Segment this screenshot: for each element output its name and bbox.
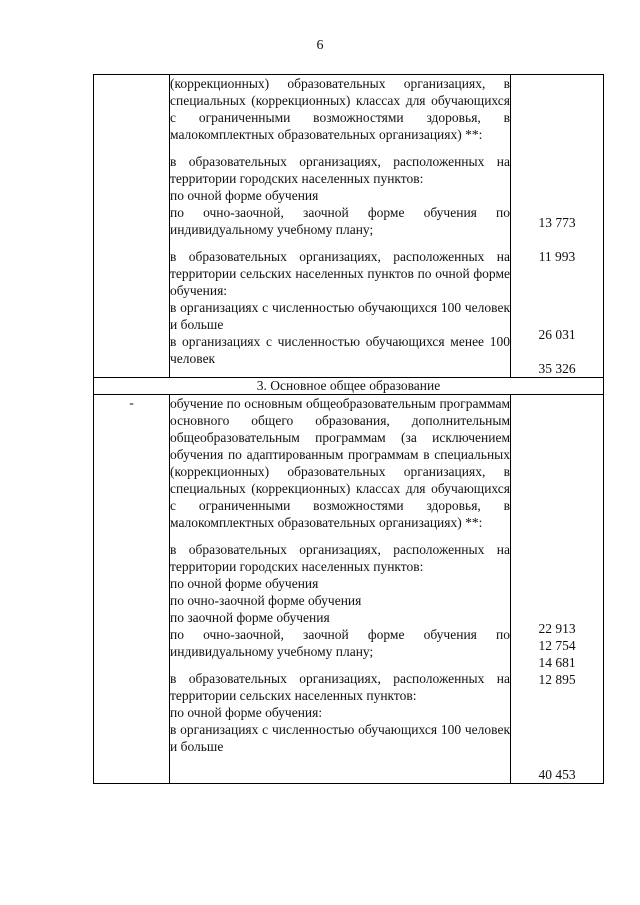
list-item-label: в организациях с численностью обучающихся 100 человек и больше	[170, 722, 510, 754]
list-item-label: по очной форме обучения	[170, 576, 319, 591]
amount-value: 13 773	[538, 215, 576, 230]
value-cell	[511, 395, 604, 784]
document-table	[93, 74, 604, 784]
description-cell	[170, 395, 511, 784]
amount-value: 22 913	[538, 621, 576, 636]
list-item-label: по очно-заочной, заочной форме обучения по индивидуальному учебному плану;	[170, 627, 510, 659]
rural-heading: в образовательных организациях, расположенных на территории сельских населенных пунктов:	[170, 671, 510, 703]
value-cell	[511, 75, 604, 378]
amount-value: 12 895	[538, 672, 576, 687]
program-description: (коррекционных) образовательных организациях, в специальных (коррекционных) классах для обучающихся с ограниченными возможностями здоровья, в малокомплектных образовательных организациях) **:	[170, 76, 510, 142]
section-heading-row	[94, 378, 604, 395]
list-item-label: в организациях с численностью обучающихся 100 человек и больше	[170, 300, 510, 332]
list-item-label: по очно-заочной форме обучения	[170, 593, 362, 608]
list-item-label: по очно-заочной, заочной форме обучения по индивидуальному учебному плану;	[170, 205, 510, 237]
table-row	[94, 395, 604, 784]
amount-value: 40 453	[538, 767, 576, 782]
amount-value: 12 754	[538, 638, 576, 653]
list-item-label: по очной форме обучения	[170, 188, 319, 203]
section-title: 3. Основное общее образование	[94, 378, 604, 395]
table-row	[94, 75, 604, 378]
list-item-label: по заочной форме обучения	[170, 610, 330, 625]
amount-value: 11 993	[538, 249, 576, 264]
amount-value: 35 326	[538, 361, 576, 376]
urban-heading: в образовательных организациях, расположенных на территории городских населенных пунктов:	[170, 154, 510, 186]
marker-cell	[94, 75, 170, 378]
list-item-label: в организациях с численностью обучающихся менее 100 человек	[170, 334, 510, 366]
rural-heading: в образовательных организациях, расположенных на территории сельских населенных пунктов по очной форме обучения:	[170, 249, 510, 298]
page-number: 6	[316, 38, 324, 53]
rural-subheading: по очной форме обучения:	[170, 705, 323, 720]
urban-heading: в образовательных организациях, расположенных на территории городских населенных пунктов:	[170, 542, 510, 574]
marker-cell: -	[94, 395, 170, 784]
description-cell	[170, 75, 511, 378]
program-description: обучение по основным общеобразовательным программам основного общего образования, дополнительным общеобразовательным программам (за исключением обучения по адаптированным программам в специальных (коррекционных) образовательных организациях, в специальных (коррекционных) классах для обучающихся с ограниченными возможностями здоровья, в малокомплектных образовательных организациях) **:	[170, 396, 510, 530]
amount-value: 14 681	[538, 655, 576, 670]
amount-value: 26 031	[538, 327, 576, 342]
